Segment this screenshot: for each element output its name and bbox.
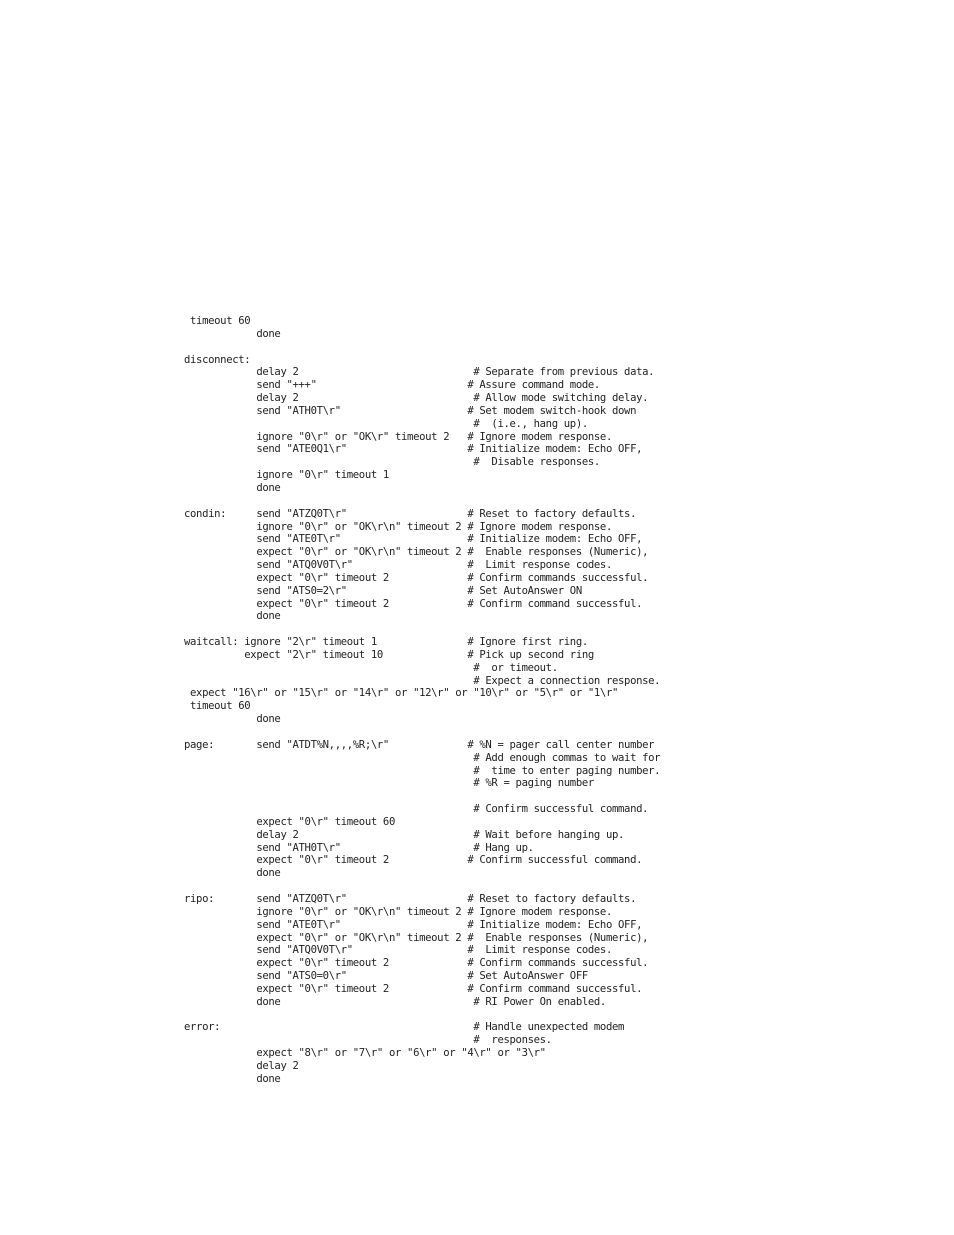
script-section xyxy=(184,739,704,880)
section-gap xyxy=(184,623,704,636)
code-line: # (i.e., hang up). xyxy=(184,417,588,430)
code-line: expect "16\r" or "15\r" or "14\r" or "12\r" or "10\r" or "5\r" or "1\r" xyxy=(184,687,619,700)
code-line: expect "8\r" or "7\r" or "6\r" or "4\r" or "3\r" xyxy=(184,1047,546,1060)
code-line: expect "0\r" or "OK\r\n" timeout 2 # Enable responses (Numeric), xyxy=(184,931,649,944)
code-line: error: # Handle unexpected modem xyxy=(184,1021,625,1034)
code-line: send "ATQ0V0T\r" # Limit response codes. xyxy=(184,944,612,957)
code-line: # time to enter paging number. xyxy=(184,764,661,777)
code-line: waitcall: ignore "2\r" timeout 1 # Ignore first ring. xyxy=(184,636,588,649)
code-line: ignore "0\r" timeout 1 xyxy=(184,469,389,482)
section-gap xyxy=(184,495,704,508)
script-section xyxy=(184,508,704,624)
code-line: send "ATH0T\r" # Set modem switch-hook down xyxy=(184,404,637,417)
code-line: done xyxy=(184,713,281,726)
code-line: ignore "0\r" or "OK\r" timeout 2 # Ignore modem response. xyxy=(184,430,612,443)
code-line: # Confirm successful command. xyxy=(184,803,649,816)
section-gap xyxy=(184,1009,704,1022)
script-section xyxy=(184,315,704,341)
code-line: expect "2\r" timeout 10 # Pick up second ring xyxy=(184,648,594,661)
code-line: done xyxy=(184,327,281,340)
code-line: ignore "0\r" or "OK\r\n" timeout 2 # Ignore modem response. xyxy=(184,520,612,533)
code-line: delay 2 # Separate from previous data. xyxy=(184,366,655,379)
code-line: # %R = paging number xyxy=(184,777,594,790)
code-line: expect "0\r" timeout 2 # Confirm command successful. xyxy=(184,982,643,995)
code-line: send "ATE0T\r" # Initialize modem: Echo OFF, xyxy=(184,918,643,931)
code-line xyxy=(184,790,704,803)
code-line: send "ATS0=0\r" # Set AutoAnswer OFF xyxy=(184,970,588,983)
section-gap xyxy=(184,880,704,893)
code-line: timeout 60 xyxy=(184,315,251,327)
code-line: done # RI Power On enabled. xyxy=(184,995,606,1008)
code-line: expect "0\r" timeout 2 # Confirm command successful. xyxy=(184,597,643,610)
code-line: send "ATS0=2\r" # Set AutoAnswer ON xyxy=(184,584,582,597)
code-line: delay 2 # Wait before hanging up. xyxy=(184,828,625,841)
code-line: expect "0\r" timeout 60 xyxy=(184,815,395,828)
code-line: # Disable responses. xyxy=(184,456,600,469)
modem-script-listing xyxy=(184,315,704,1086)
script-section xyxy=(184,354,704,495)
code-line: expect "0\r" or "OK\r\n" timeout 2 # Enable responses (Numeric), xyxy=(184,546,649,559)
code-line: condin: send "ATZQ0T\r" # Reset to factory defaults. xyxy=(184,507,637,520)
code-line: page: send "ATDT%N,,,,%R;\r" # %N = pager call center number xyxy=(184,738,655,751)
code-line: send "+++" # Assure command mode. xyxy=(184,379,600,392)
code-line: expect "0\r" timeout 2 # Confirm commands successful. xyxy=(184,571,649,584)
section-gap xyxy=(184,726,704,739)
code-line: send "ATH0T\r" # Hang up. xyxy=(184,841,534,854)
code-line: disconnect: xyxy=(184,353,251,366)
code-line: timeout 60 xyxy=(184,700,251,713)
code-line: delay 2 # Allow mode switching delay. xyxy=(184,392,649,405)
code-line: # or timeout. xyxy=(184,661,558,674)
code-line: ripo: send "ATZQ0T\r" # Reset to factory defaults. xyxy=(184,892,637,905)
code-line: ignore "0\r" or "OK\r\n" timeout 2 # Ignore modem response. xyxy=(184,905,612,918)
code-line: send "ATQ0V0T\r" # Limit response codes. xyxy=(184,559,612,572)
script-section xyxy=(184,893,704,1009)
code-line: expect "0\r" timeout 2 # Confirm successful command. xyxy=(184,854,643,867)
code-line: send "ATE0T\r" # Initialize modem: Echo OFF, xyxy=(184,533,643,546)
code-line: done xyxy=(184,867,281,880)
script-section xyxy=(184,636,704,726)
code-line: # responses. xyxy=(184,1034,552,1047)
section-gap xyxy=(184,341,704,354)
code-line: done xyxy=(184,481,281,494)
code-line: # Add enough commas to wait for xyxy=(184,751,661,764)
code-line: expect "0\r" timeout 2 # Confirm commands successful. xyxy=(184,957,649,970)
code-line: send "ATE0Q1\r" # Initialize modem: Echo OFF, xyxy=(184,443,643,456)
code-line: # Expect a connection response. xyxy=(184,674,661,687)
code-line: delay 2 xyxy=(184,1059,299,1072)
script-section xyxy=(184,1021,704,1085)
code-line: done xyxy=(184,1072,281,1085)
code-line: done xyxy=(184,610,281,623)
